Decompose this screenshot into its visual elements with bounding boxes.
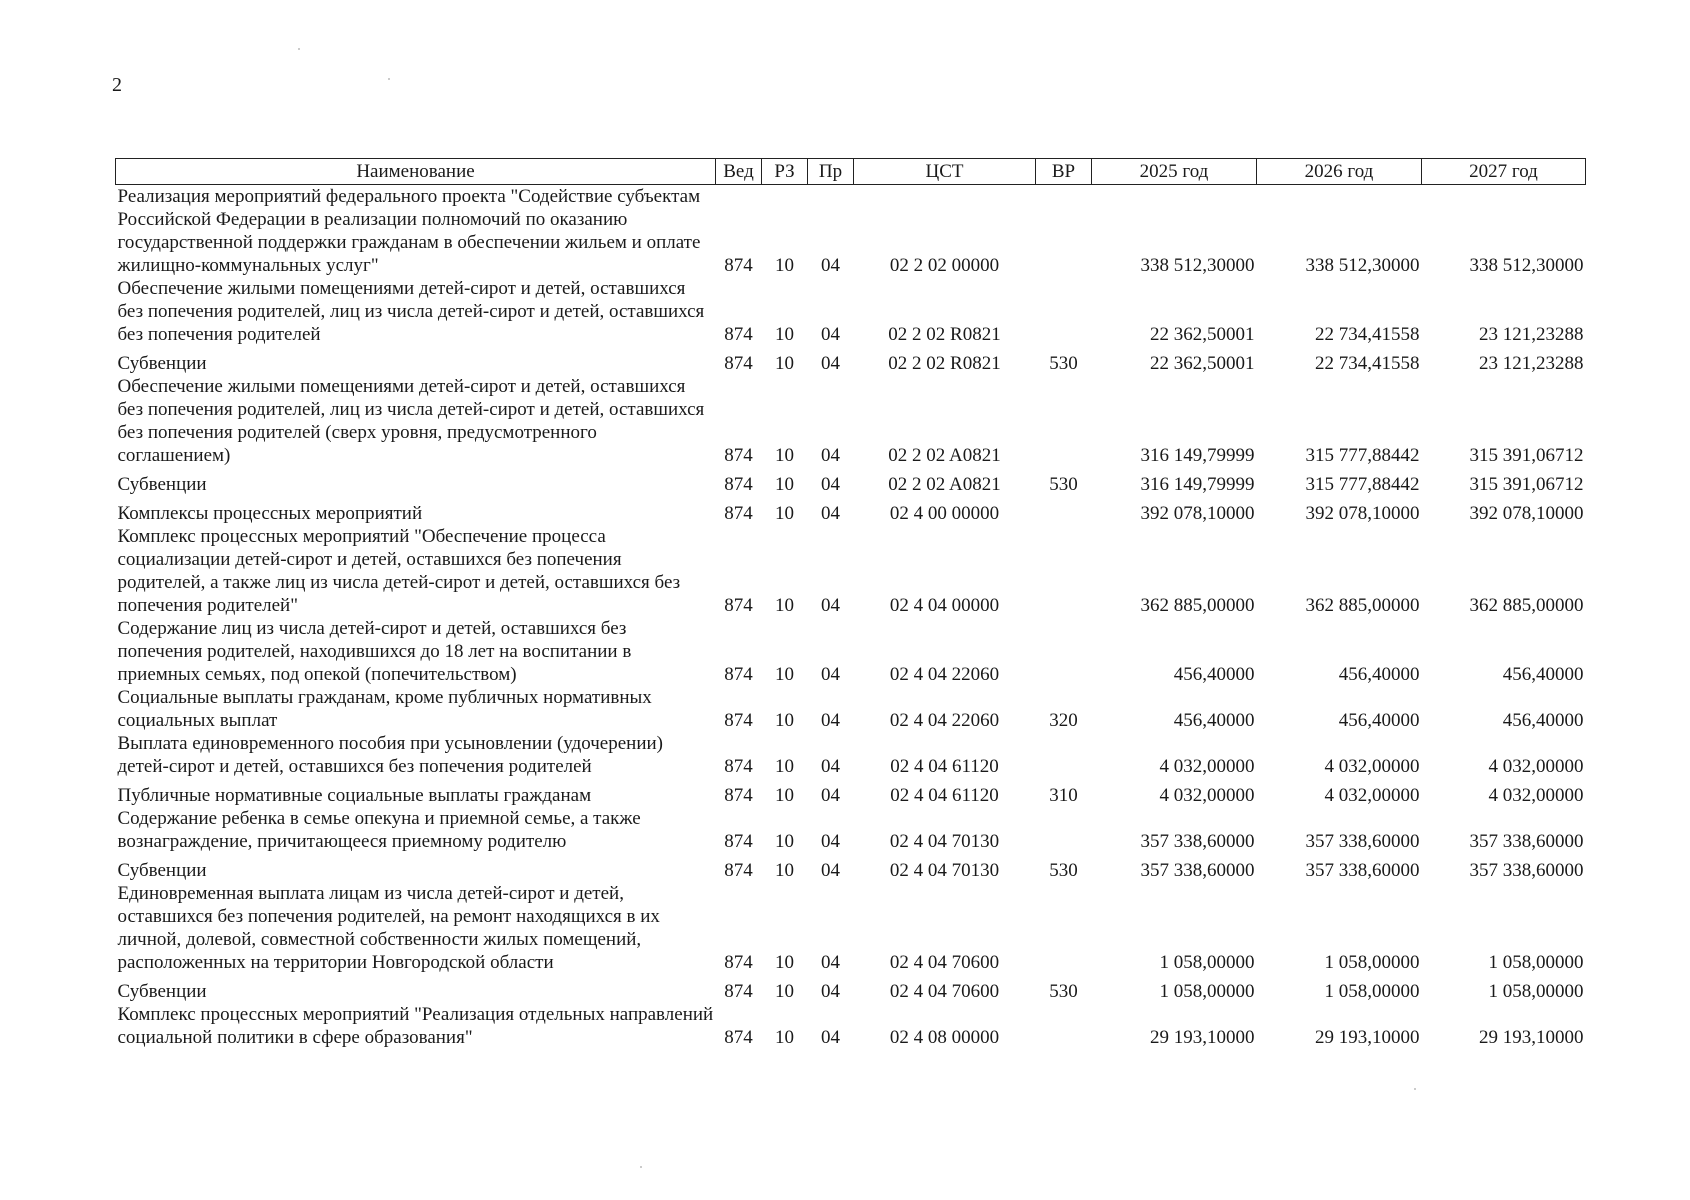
table-row: [116, 853, 1586, 882]
header-ved: Вед: [716, 159, 762, 185]
row-ved: 874: [724, 324, 753, 345]
row-name: Комплекс процессных мероприятий "Обеспечение процесса социализации детей-сирот и детей, оставшихся без попечения родителей, а также лиц из числа детей-сирот и детей, оставшихся без попечения родителей": [117, 526, 681, 616]
row-2027: 29 193,10000: [1479, 1027, 1584, 1048]
row-2026: 338 512,30000: [1305, 255, 1420, 276]
row-2026: 1 058,00000: [1324, 981, 1420, 1002]
table-row: [116, 1003, 1586, 1049]
row-pr: 04: [821, 324, 840, 345]
row-2026: 362 885,00000: [1305, 595, 1420, 616]
header-2027: 2027 год: [1422, 159, 1586, 185]
header-2026: 2026 год: [1257, 159, 1422, 185]
row-vr: [1036, 882, 1092, 974]
row-pr: 04: [821, 255, 840, 276]
row-pr: 04: [821, 664, 840, 685]
row-2026: 315 777,88442: [1305, 445, 1420, 466]
row-cst: 02 4 04 61120: [890, 785, 999, 806]
row-2027: 1 058,00000: [1488, 981, 1584, 1002]
row-pr: 04: [821, 831, 840, 852]
row-ved: 874: [724, 503, 753, 524]
row-vr: 530: [1049, 353, 1078, 374]
row-ved: 874: [724, 756, 753, 777]
row-2027: 23 121,23288: [1479, 324, 1584, 345]
row-pr: 04: [821, 860, 840, 881]
row-rz: 10: [775, 860, 794, 881]
row-pr: 04: [821, 952, 840, 973]
row-name: Публичные нормативные социальные выплаты гражданам: [117, 785, 592, 806]
row-ved: 874: [724, 664, 753, 685]
row-name: Комплекс процессных мероприятий "Реализация отдельных направлений социальной политики в сфере образования": [117, 1004, 714, 1048]
table-row: [116, 277, 1586, 346]
row-2025: 357 338,60000: [1140, 860, 1255, 881]
row-name: Обеспечение жилыми помещениями детей-сирот и детей, оставшихся без попечения родителей, лиц из числа детей-сирот и детей, оставшихся без попечения родителей (сверх уровня, предусмотренного соглашением): [117, 376, 705, 466]
row-2025: 392 078,10000: [1140, 503, 1255, 524]
row-rz: 10: [775, 664, 794, 685]
row-cst: 02 4 04 22060: [889, 664, 1000, 685]
row-2027: 315 391,06712: [1469, 474, 1584, 495]
row-2025: 316 149,79999: [1140, 445, 1255, 466]
table-body: [116, 185, 1586, 1050]
row-2027: 362 885,00000: [1469, 595, 1584, 616]
row-2027: 392 078,10000: [1469, 503, 1584, 524]
row-pr: 04: [821, 710, 840, 731]
row-vr: [1036, 375, 1092, 467]
row-cst: 02 4 04 70130: [889, 860, 1000, 881]
header-pr: Пр: [808, 159, 854, 185]
row-name: Реализация мероприятий федерального проекта "Содействие субъектам Российской Федерации в реализации полномочий по оказанию государственной поддержки гражданам в обеспечении жильем и оплате жилищно-коммунальных услуг": [117, 186, 701, 276]
row-vr: [1036, 1003, 1092, 1049]
scan-speck: [298, 48, 300, 50]
row-rz: 10: [775, 595, 794, 616]
row-rz: 10: [775, 952, 794, 973]
row-2026: 1 058,00000: [1324, 952, 1420, 973]
table-row: [116, 496, 1586, 525]
table-row: [116, 974, 1586, 1003]
row-2026: 22 734,41558: [1315, 324, 1420, 345]
header-2025: 2025 год: [1092, 159, 1257, 185]
row-2027: 456,40000: [1502, 710, 1584, 731]
row-name: Обеспечение жилыми помещениями детей-сирот и детей, оставшихся без попечения родителей, лиц из числа детей-сирот и детей, оставшихся без попечения родителей: [117, 278, 705, 345]
row-2027: 315 391,06712: [1469, 445, 1584, 466]
row-ved: 874: [724, 860, 753, 881]
row-name: Субвенции: [117, 353, 207, 374]
row-pr: 04: [821, 474, 840, 495]
scan-speck: [640, 1166, 642, 1168]
row-2026: 4 032,00000: [1324, 756, 1420, 777]
table-header-row: [116, 159, 1586, 185]
row-name: Содержание лиц из числа детей-сирот и детей, оставшихся без попечения родителей, находившихся до 18 лет на воспитании в приемных семьях, под опекой (попечительством): [117, 618, 632, 685]
row-cst: 02 4 04 70600: [889, 952, 1000, 973]
row-ved: 874: [724, 981, 753, 1002]
row-pr: 04: [821, 785, 840, 806]
scan-speck: [388, 78, 390, 80]
row-rz: 10: [775, 831, 794, 852]
table-row: [116, 778, 1586, 807]
row-pr: 04: [821, 981, 840, 1002]
row-cst: 02 2 02 00000: [889, 255, 1000, 276]
row-vr: [1036, 525, 1092, 617]
row-2026: 29 193,10000: [1315, 1027, 1420, 1048]
row-vr: [1036, 732, 1092, 778]
row-2025: 4 032,00000: [1159, 756, 1255, 777]
row-2025: 29 193,10000: [1150, 1027, 1255, 1048]
row-cst: 02 4 04 00000: [889, 595, 1000, 616]
table-row: [116, 185, 1586, 278]
row-2026: 4 032,00000: [1324, 785, 1420, 806]
row-ved: 874: [724, 831, 753, 852]
row-2025: 456,40000: [1173, 664, 1255, 685]
row-ved: 874: [724, 255, 753, 276]
row-vr: 310: [1049, 785, 1078, 806]
row-cst: 02 4 04 70130: [889, 831, 1000, 852]
table-row: [116, 346, 1586, 375]
row-2027: 4 032,00000: [1488, 756, 1584, 777]
row-rz: 10: [775, 710, 794, 731]
row-pr: 04: [821, 445, 840, 466]
table-row: [116, 467, 1586, 496]
row-ved: 874: [724, 353, 753, 374]
row-rz: 10: [775, 1027, 794, 1048]
row-cst: 02 2 02 A0821: [888, 445, 1001, 466]
row-2025: 362 885,00000: [1140, 595, 1255, 616]
row-name: Субвенции: [117, 981, 207, 1002]
row-2027: 357 338,60000: [1469, 831, 1584, 852]
header-name: Наименование: [116, 159, 716, 185]
row-2025: 4 032,00000: [1159, 785, 1255, 806]
row-pr: 04: [821, 756, 840, 777]
row-2025: 456,40000: [1173, 710, 1255, 731]
row-rz: 10: [775, 324, 794, 345]
row-name: Социальные выплаты гражданам, кроме публичных нормативных социальных выплат: [117, 687, 652, 731]
row-name: Субвенции: [117, 474, 207, 495]
row-vr: [1036, 185, 1092, 278]
budget-table: [115, 158, 1586, 1049]
row-vr: [1036, 807, 1092, 853]
table-row: [116, 882, 1586, 974]
row-rz: 10: [775, 255, 794, 276]
table-row: [116, 807, 1586, 853]
row-pr: 04: [821, 1027, 840, 1048]
header-cst: ЦСТ: [854, 159, 1036, 185]
header-rz: РЗ: [762, 159, 808, 185]
row-ved: 874: [724, 785, 753, 806]
table-row: [116, 525, 1586, 617]
row-rz: 10: [775, 445, 794, 466]
row-pr: 04: [821, 503, 840, 524]
row-cst: 02 2 02 R0821: [888, 324, 1001, 345]
row-2026: 456,40000: [1338, 710, 1420, 731]
table-row: [116, 732, 1586, 778]
row-2027: 4 032,00000: [1488, 785, 1584, 806]
row-name: Содержание ребенка в семье опекуна и приемной семье, а также вознаграждение, причитающееся приемному родителю: [117, 808, 641, 852]
row-vr: [1036, 617, 1092, 686]
row-2025: 1 058,00000: [1159, 952, 1255, 973]
row-cst: 02 4 04 70600: [889, 981, 1000, 1002]
row-2026: 315 777,88442: [1305, 474, 1420, 495]
row-vr: [1036, 496, 1092, 525]
row-rz: 10: [775, 785, 794, 806]
row-cst: 02 4 08 00000: [889, 1027, 1000, 1048]
row-2026: 357 338,60000: [1305, 860, 1420, 881]
row-cst: 02 4 04 22060: [889, 710, 1000, 731]
table-row: [116, 375, 1586, 467]
row-cst: 02 2 02 R0821: [888, 353, 1001, 374]
row-ved: 874: [724, 710, 753, 731]
row-2027: 456,40000: [1502, 664, 1584, 685]
row-vr: 530: [1049, 860, 1078, 881]
row-vr: 530: [1049, 474, 1078, 495]
row-vr: [1036, 277, 1092, 346]
row-2027: 338 512,30000: [1469, 255, 1584, 276]
row-2025: 1 058,00000: [1159, 981, 1255, 1002]
row-ved: 874: [724, 474, 753, 495]
row-name: Комплексы процессных мероприятий: [117, 503, 423, 524]
row-name: Единовременная выплата лицам из числа детей-сирот и детей, оставшихся без попечения родителей, на ремонт находящихся в их личной, долевой, совместной собственности жилых помещений, расположенных на территории Новгородской области: [117, 883, 660, 973]
header-vr: ВР: [1036, 159, 1092, 185]
row-2025: 22 362,50001: [1150, 324, 1255, 345]
table-row: [116, 686, 1586, 732]
row-pr: 04: [821, 353, 840, 374]
row-2026: 456,40000: [1338, 664, 1420, 685]
row-2025: 22 362,50001: [1150, 353, 1255, 374]
row-pr: 04: [821, 595, 840, 616]
page-number: 2: [112, 74, 122, 96]
row-vr: 530: [1049, 981, 1078, 1002]
row-2026: 22 734,41558: [1315, 353, 1420, 374]
row-cst: 02 2 02 A0821: [888, 474, 1001, 495]
row-2025: 338 512,30000: [1140, 255, 1255, 276]
scan-speck: [1414, 1088, 1416, 1090]
row-vr: 320: [1049, 710, 1078, 731]
row-2025: 357 338,60000: [1140, 831, 1255, 852]
row-2027: 1 058,00000: [1488, 952, 1584, 973]
row-2026: 392 078,10000: [1305, 503, 1420, 524]
row-name: Выплата единовременного пособия при усыновлении (удочерении) детей-сирот и детей, оставшихся без попечения родителей: [117, 733, 663, 777]
row-rz: 10: [775, 756, 794, 777]
row-2027: 357 338,60000: [1469, 860, 1584, 881]
row-rz: 10: [775, 981, 794, 1002]
row-rz: 10: [775, 474, 794, 495]
row-ved: 874: [724, 1027, 753, 1048]
row-2026: 357 338,60000: [1305, 831, 1420, 852]
row-cst: 02 4 04 61120: [890, 756, 999, 777]
row-ved: 874: [724, 445, 753, 466]
row-name: Субвенции: [117, 860, 207, 881]
row-ved: 874: [724, 595, 753, 616]
row-rz: 10: [775, 503, 794, 524]
row-cst: 02 4 00 00000: [889, 503, 1000, 524]
row-rz: 10: [775, 353, 794, 374]
row-ved: 874: [724, 952, 753, 973]
row-2027: 23 121,23288: [1479, 353, 1584, 374]
row-2025: 316 149,79999: [1140, 474, 1255, 495]
table-row: [116, 617, 1586, 686]
